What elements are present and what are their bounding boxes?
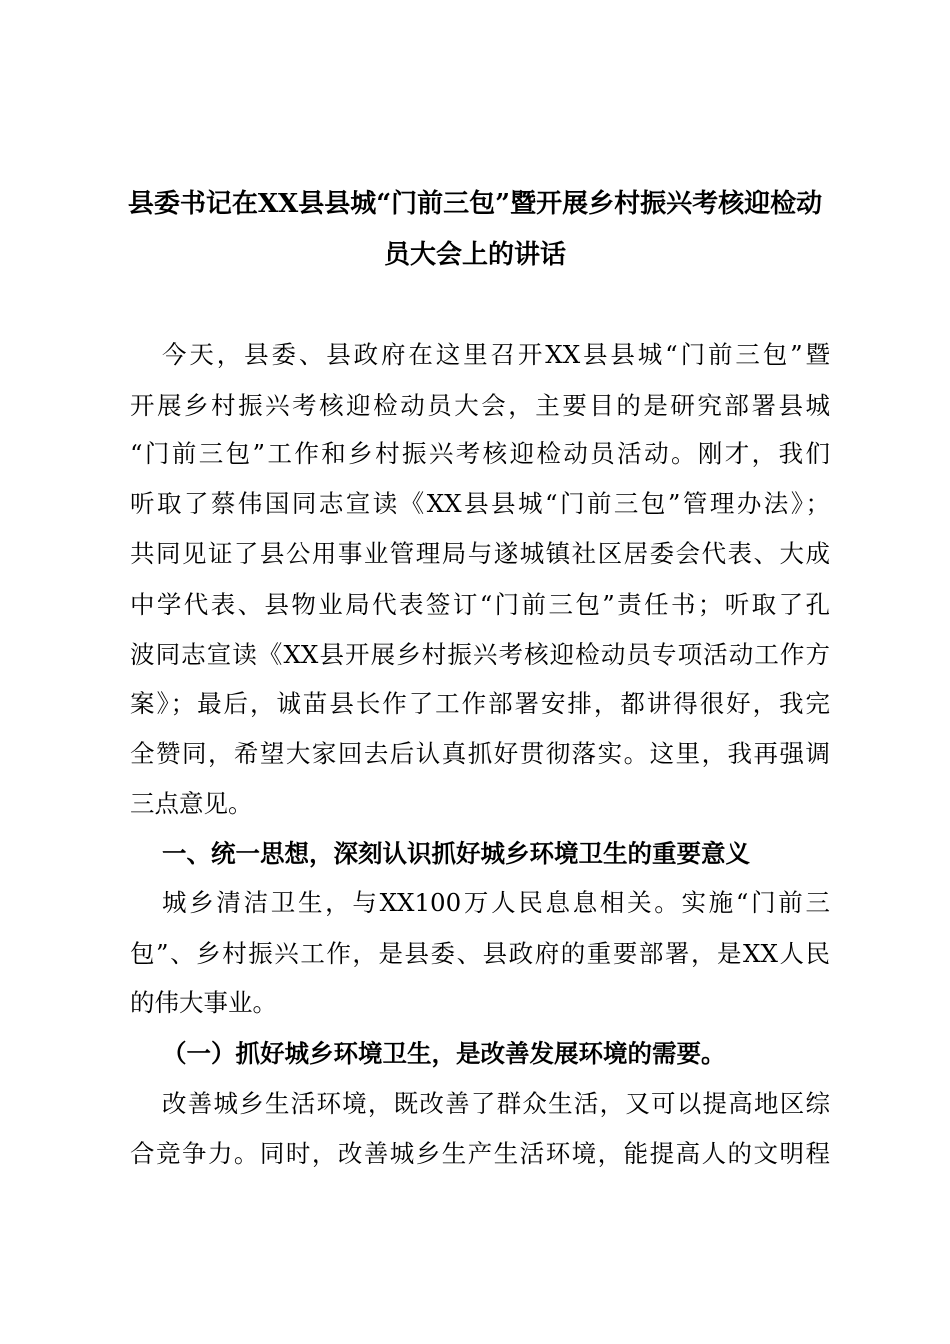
subsection-line: 合竞争力。同时，改善城乡生产生活环境，能提高人的文明程: [130, 1139, 830, 1168]
intro-line: 三点意见。: [130, 789, 253, 818]
section-heading: 一、统一思想，深刻认识抓好城乡环境卫生的重要意义: [162, 839, 750, 868]
section-line: 的伟大事业。: [130, 988, 277, 1017]
intro-line: 波同志宣读《XX县开展乡村振兴考核迎检动员专项活动工作方: [130, 640, 830, 669]
title-line-2: 员大会上的讲话: [383, 240, 566, 270]
intro-line: 案》；最后，诚苗县长作了工作部署安排，都讲得很好，我完: [130, 689, 830, 718]
intro-line: 今天，县委、县政府在这里召开XX县县城“门前三包”暨: [162, 340, 830, 369]
section-line: 包”、乡村振兴工作，是县委、县政府的重要部署，是XX人民: [130, 939, 830, 968]
intro-line: “门前三包”工作和乡村振兴考核迎检动员活动。刚才，我们: [130, 439, 830, 468]
subsection-heading: （一）抓好城乡环境卫生，是改善发展环境的需要。: [162, 1039, 726, 1068]
intro-line: 中学代表、县物业局代表签订“门前三包”责任书；听取了孔: [130, 590, 830, 619]
intro-line: 开展乡村振兴考核迎检动员大会，主要目的是研究部署县城: [130, 391, 830, 420]
section-line: 城乡清洁卫生，与XX100万人民息息相关。实施“门前三: [162, 888, 830, 917]
intro-line: 全赞同，希望大家回去后认真抓好贯彻落实。这里，我再强调: [130, 739, 830, 768]
title-line-1: 县委书记在XX县县城“门前三包”暨开展乡村振兴考核迎检动: [127, 189, 823, 219]
intro-line: 共同见证了县公用事业管理局与遂城镇社区居委会代表、大成: [130, 539, 830, 568]
intro-line: 听取了蔡伟国同志宣读《XX县县城“门前三包”管理办法》；: [130, 489, 830, 518]
subsection-line: 改善城乡生活环境，既改善了群众生活，又可以提高地区综: [162, 1089, 830, 1118]
